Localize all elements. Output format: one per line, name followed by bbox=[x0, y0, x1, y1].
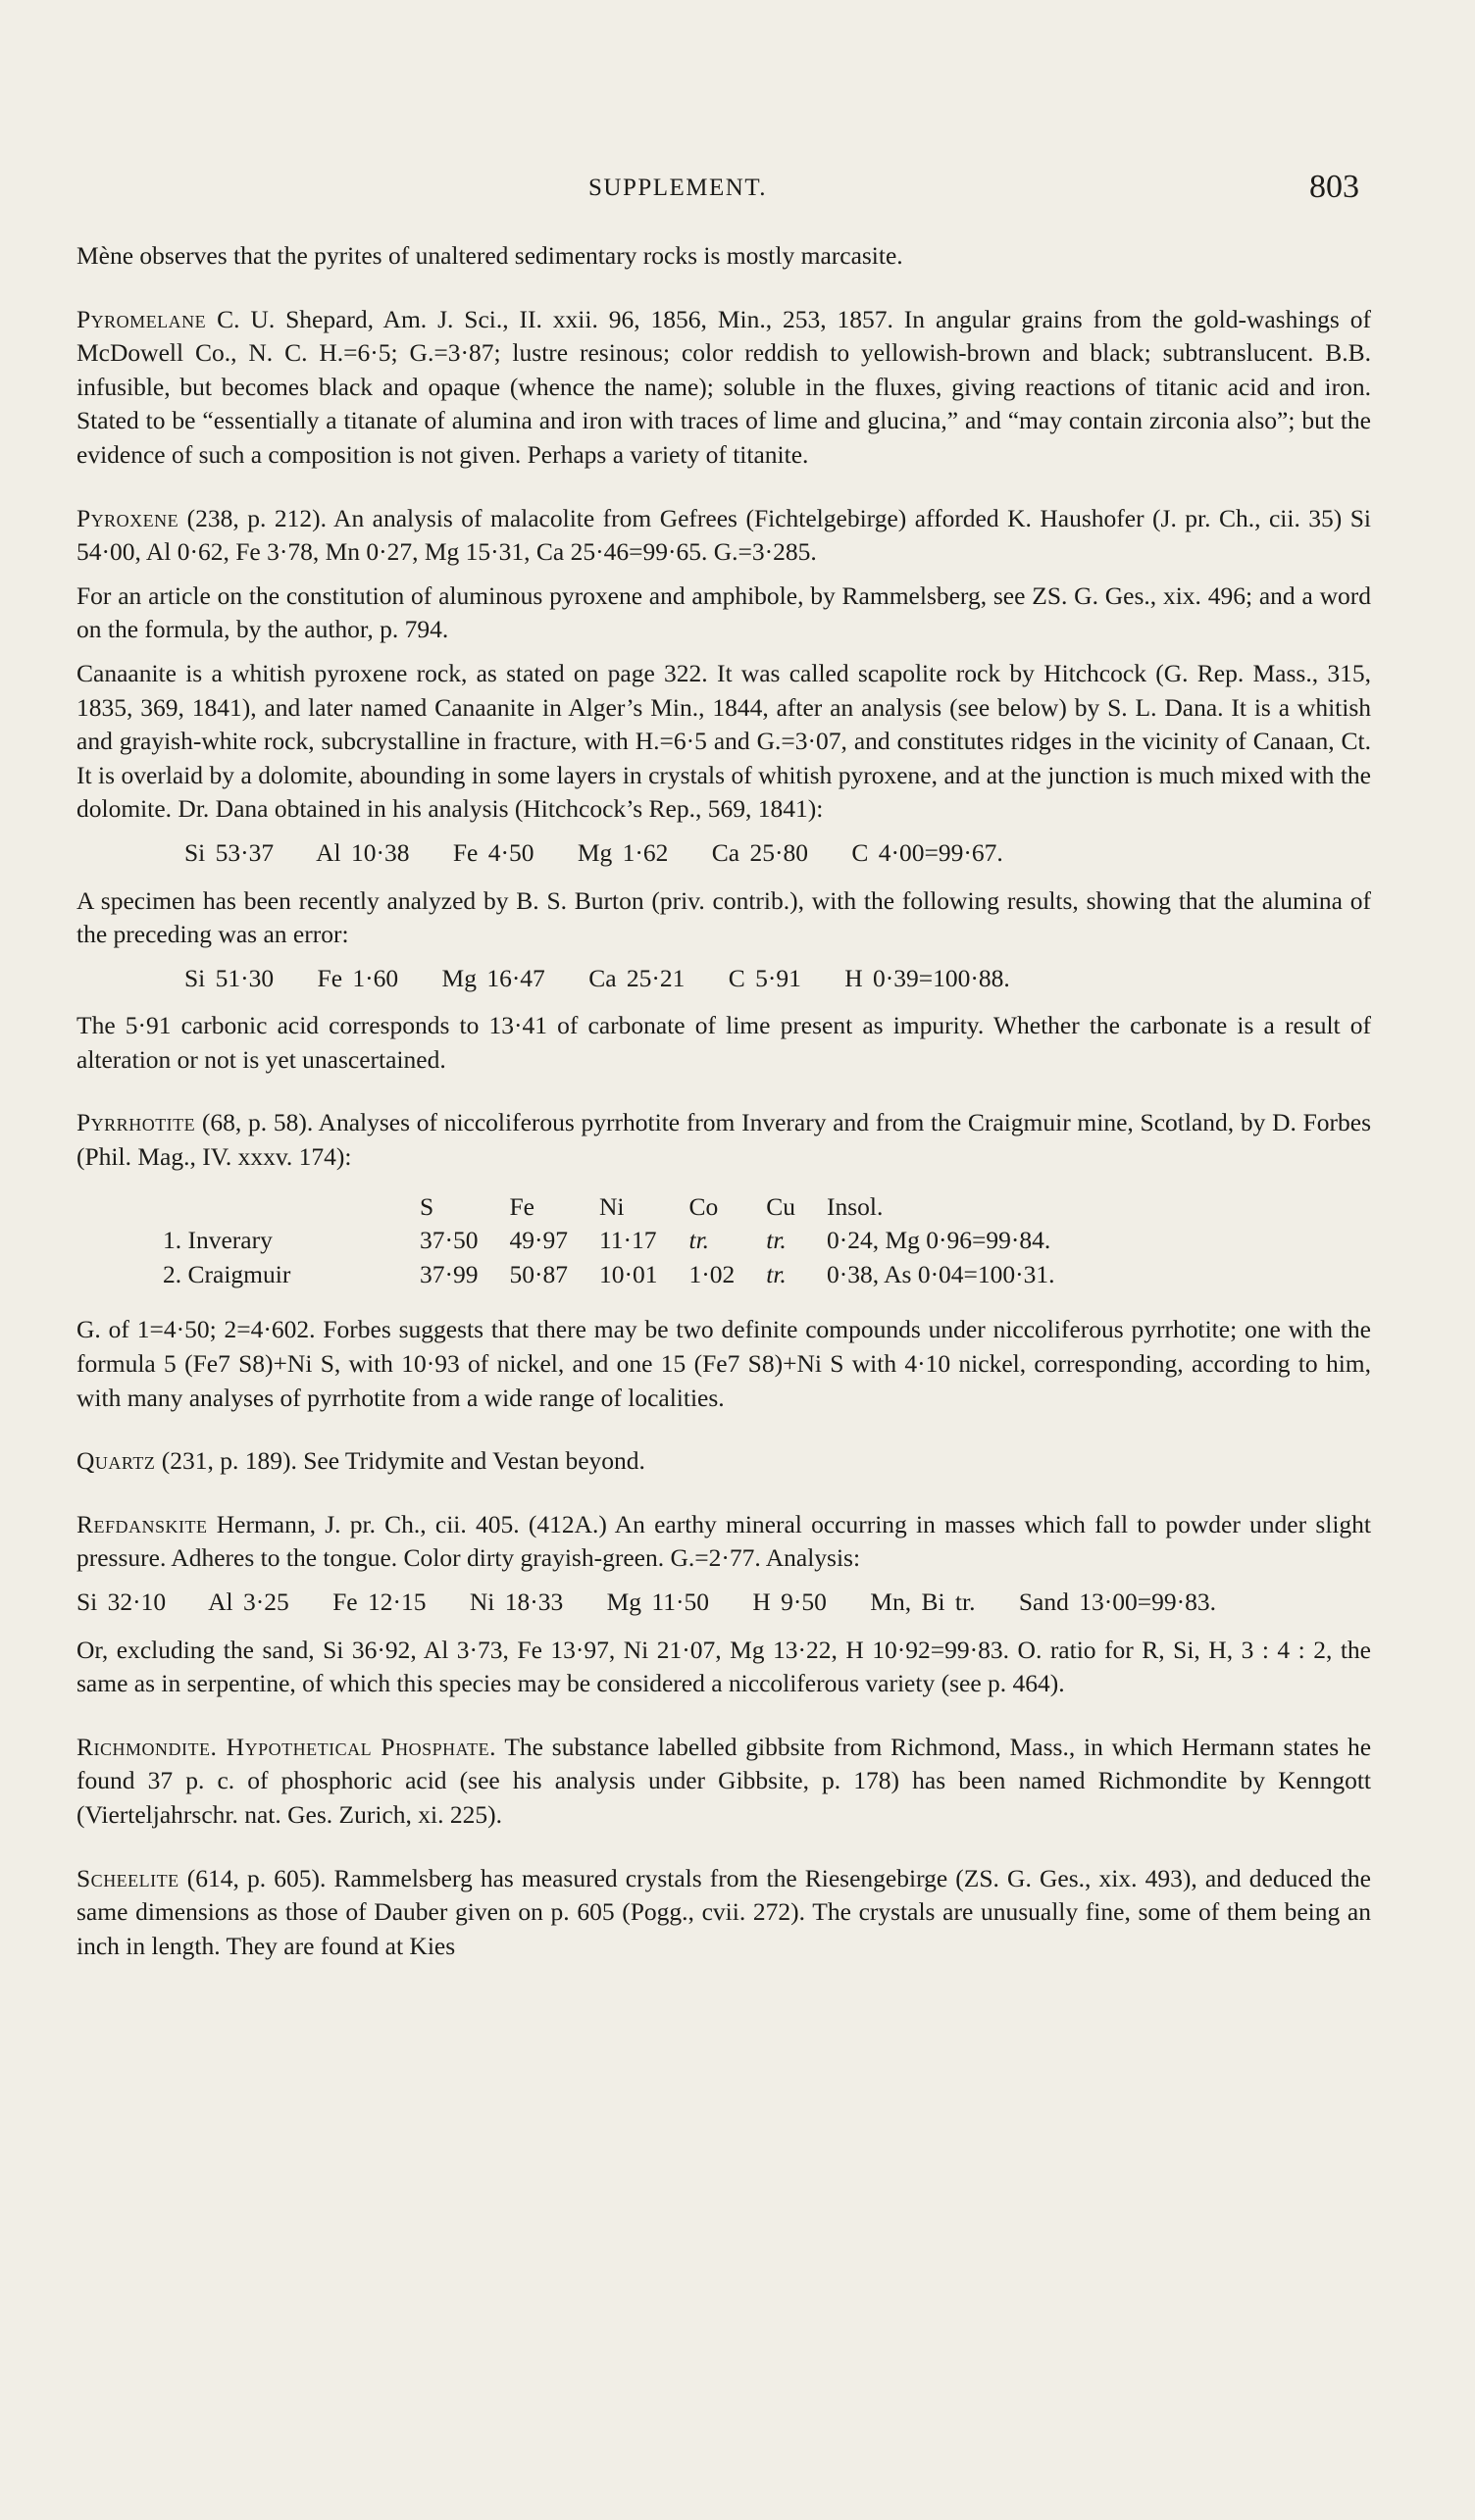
entry-text: (614, p. 605). Rammelsberg has measured crystals from the Riesengebirge (ZS. G. Ges., xix. 493), and deduced the same dimensions as those of Dauber given on p. 605 (Pogg., cvii. 272). The crystals are unusually fine, some of them being an inch in length. They are found at Kies bbox=[76, 1863, 1371, 1960]
pyrrhotite-entry bbox=[76, 1106, 1371, 1174]
formula-term: Si 53·37 bbox=[184, 837, 275, 867]
formula-term: C 4·00=99·67. bbox=[851, 837, 1003, 867]
page-number: 803 bbox=[1309, 169, 1359, 205]
formula-term: Al 10·38 bbox=[316, 837, 410, 867]
table-cell: 0·24, Mg 0·96=99·84. bbox=[827, 1226, 1051, 1255]
pyrrhotite-note: G. of 1=4·50; 2=4·602. Forbes suggests that there may be two definite compounds under niccoliferous pyrrhotite; one with the formula 5 (Fe7 S8)+Ni S, with 10·93 of nickel, and one 15 (Fe7 S8)+Ni S with 4·10 nickel, corresponding, according to him, with many analyses of pyrrhotite from a wide range of localities. bbox=[76, 1315, 1371, 1412]
running-title: SUPPLEMENT. bbox=[588, 175, 768, 201]
formula-term: Fe 12·15 bbox=[332, 1588, 427, 1616]
column-header: S bbox=[420, 1191, 434, 1221]
refdanskite-analysis-formula bbox=[76, 1586, 1371, 1620]
entry-heading: Scheelite bbox=[76, 1863, 179, 1892]
table-cell: 37·99 bbox=[420, 1259, 479, 1288]
table-row bbox=[147, 1224, 1071, 1258]
column-header: Insol. bbox=[827, 1191, 884, 1221]
burton-analysis-formula bbox=[184, 962, 1371, 996]
richmondite-entry bbox=[76, 1731, 1371, 1833]
formula-term: Si 32·10 bbox=[76, 1588, 167, 1616]
page-header bbox=[0, 169, 1475, 218]
formula-term: Mg 1·62 bbox=[577, 837, 669, 867]
pyromelane-entry bbox=[76, 303, 1371, 473]
table-cell: tr. bbox=[766, 1259, 787, 1288]
table-row bbox=[147, 1258, 1071, 1292]
table-cell: tr. bbox=[688, 1226, 710, 1255]
column-header: Ni bbox=[599, 1191, 625, 1221]
refdanskite-entry bbox=[76, 1508, 1371, 1576]
entry-heading: Pyrrhotite bbox=[76, 1108, 196, 1137]
column-header: Co bbox=[688, 1191, 719, 1221]
entry-heading: Pyromelane bbox=[76, 304, 207, 333]
formula-term: Mn, Bi tr. bbox=[870, 1588, 976, 1616]
table-cell: 10·01 bbox=[599, 1259, 658, 1288]
column-header: Fe bbox=[509, 1191, 534, 1221]
formula-term: Al 3·25 bbox=[208, 1588, 289, 1616]
page-body bbox=[76, 239, 1371, 1992]
entry-text: (68, p. 58). Analyses of niccoliferous pyrrhotite from Inverary and from the Craigmuir mine, Scotland, by D. Forbes (Phil. Mag., IV. xxxv. 174): bbox=[76, 1108, 1372, 1172]
formula-term: Sand 13·00=99·83. bbox=[1018, 1588, 1216, 1616]
entry-heading: Richmondite. Hypothetical Phosphate. bbox=[76, 1732, 496, 1761]
quartz-entry bbox=[76, 1444, 1371, 1479]
formula-term: Mg 11·50 bbox=[606, 1588, 709, 1616]
table-cell: 1·02 bbox=[688, 1259, 736, 1288]
burton-paragraph: A specimen has been recently analyzed by B. S. Burton (priv. contrib.), with the following results, showing that the alumina of the preceding was an error: bbox=[76, 885, 1371, 949]
entry-heading: Refdanskite bbox=[76, 1509, 208, 1538]
entry-text: Hermann, J. pr. Ch., cii. 405. (412A.) An earthy mineral occurring in masses which fall to powder under slight pressure. Adheres to the tongue. Color dirty grayish-green. G.=2·77. Analysis: bbox=[76, 1509, 1372, 1573]
pyrrhotite-analyses-table bbox=[147, 1190, 1071, 1292]
table-cell: 50·87 bbox=[509, 1259, 568, 1288]
scheelite-entry bbox=[76, 1862, 1371, 1964]
table-header-row bbox=[147, 1190, 1071, 1225]
formula-term: H 9·50 bbox=[752, 1588, 827, 1616]
carbonic-paragraph: The 5·91 carbonic acid corresponds to 13·41 of carbonate of lime present as impurity. Whether the carbonate is a result of alteration or not is yet unascertained. bbox=[76, 1011, 1371, 1074]
formula-term: C 5·91 bbox=[728, 963, 801, 992]
formula-term: Ni 18·33 bbox=[469, 1588, 564, 1616]
pyroxene-note: For an article on the constitution of aluminous pyroxene and amphibole, by Rammelsberg, see ZS. G. Ges., xix. 496; and a word on the formula, by the author, p. 794. bbox=[76, 580, 1371, 644]
table-cell: 2. Craigmuir bbox=[163, 1259, 291, 1288]
refdanskite-note: Or, excluding the sand, Si 36·92, Al 3·73, Fe 13·97, Ni 21·07, Mg 13·22, H 10·92=99·83. O. ratio for R, Si, H, 3 : 4 : 2, the same as in serpentine, of which this species may be considered a niccoliferous variety (see p. 464). bbox=[76, 1635, 1371, 1698]
entry-text: (231, p. 189). See Tridymite and Vestan beyond. bbox=[161, 1446, 645, 1476]
table-cell: 11·17 bbox=[599, 1226, 657, 1255]
entry-heading: Quartz bbox=[76, 1446, 156, 1476]
table-cell: 49·97 bbox=[509, 1226, 568, 1255]
table-cell: 0·38, As 0·04=100·31. bbox=[827, 1259, 1055, 1288]
formula-term: Ca 25·80 bbox=[711, 837, 808, 867]
entry-text: (238, p. 212). An analysis of malacolite from Gefrees (Fichtelgebirge) afforded K. Haushofer (J. pr. Ch., cii. 35) Si 54·00, Al 0·62, Fe 3·78, Mn 0·27, Mg 15·31, Ca 25·46=99·65. G.=3·285. bbox=[76, 503, 1372, 567]
formula-term: Si 51·30 bbox=[184, 963, 275, 992]
table-cell: 37·50 bbox=[420, 1226, 479, 1255]
formula-term: Fe 1·60 bbox=[317, 963, 399, 992]
entry-heading: Pyroxene bbox=[76, 503, 179, 532]
mene-paragraph: Mène observes that the pyrites of unaltered sedimentary rocks is mostly marcasite. bbox=[76, 241, 903, 270]
table-cell: tr. bbox=[766, 1226, 787, 1255]
dana-analysis-formula bbox=[184, 836, 1371, 871]
formula-term: Fe 4·50 bbox=[452, 837, 534, 867]
formula-term: H 0·39=100·88. bbox=[844, 963, 1010, 992]
entry-text: The substance labelled gibbsite from Richmond, Mass., in which Hermann states he found 37 p. c. of phosphoric acid (see his analysis under Gibbsite, p. 178) has been named Richmondite by Kenngott (Vierteljahrschr. nat. Ges. Zurich, xi. 225). bbox=[76, 1732, 1372, 1829]
pyroxene-entry bbox=[76, 502, 1371, 570]
formula-term: Mg 16·47 bbox=[441, 963, 545, 992]
canaanite-paragraph: Canaanite is a whitish pyroxene rock, as stated on page 322. It was called scapolite rock by Hitchcock (G. Rep. Mass., 315, 1835, 369, 1841), and later named Canaanite in Alger’s Min., 1844, after an analysis (see below) by S. L. Dana. It is a whitish and grayish-white rock, subcrystalline in fracture, with H.=6·5 and G.=3·07, and constitutes ridges in the vicinity of Canaan, Ct. It is overlaid by a dolomite, abounding in some layers in crystals of whitish pyroxene, and at the junction is much mixed with the dolomite. Dr. Dana obtained in his analysis (Hitchcock’s Rep., 569, 1841): bbox=[76, 658, 1371, 824]
table-cell: 1. Inverary bbox=[163, 1226, 273, 1255]
entry-text: C. U. Shepard, Am. J. Sci., II. xxii. 96, 1856, Min., 253, 1857. In angular grains from the gold-washings of McDowell Co., N. C. H.=6·5; G.=3·87; lustre resinous; color reddish to yellowish-brown and black; subtranslucent. B.B. infusible, but becomes black and opaque (whence the name); soluble in the fluxes, giving reactions of titanic acid and iron. Stated to be “essentially a titanate of alumina and iron with traces of lime and glucina,” and “may contain zirconia also”; but the evidence of such a composition is not given. Perhaps a variety of titanite. bbox=[76, 304, 1371, 469]
formula-term: Ca 25·21 bbox=[588, 963, 686, 992]
column-header: Cu bbox=[766, 1191, 796, 1221]
